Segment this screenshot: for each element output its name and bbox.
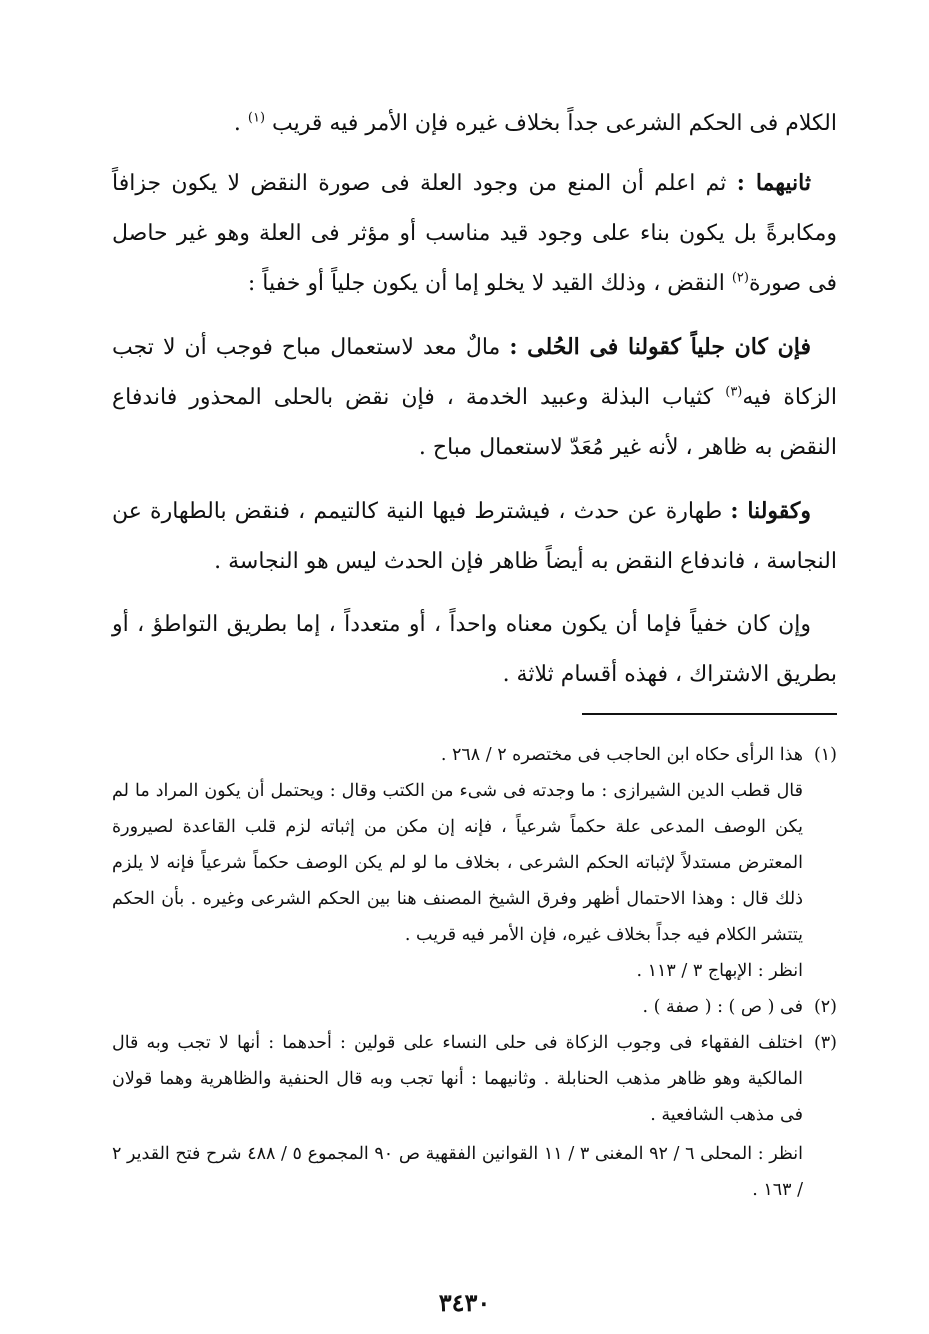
footnote-1 [112, 737, 837, 989]
footnote-1-body [112, 737, 803, 989]
page-number: ٣٤٣٠ [438, 1288, 491, 1317]
paragraph-2-text-b: النقض ، وذلك القيد لا يخلو إما أن يكون جلياً أو خفياً : [247, 271, 732, 296]
paragraph-1-text: الكلام فى الحكم الشرعى جداً بخلاف غيره فإن الأمر فيه قريب [272, 111, 837, 136]
footnote-ref-2[interactable]: (٢) [731, 270, 749, 286]
footnote-ref-3[interactable]: (٣) [725, 384, 743, 400]
paragraph-3-lead: فإن كان جلياً كقولنا فى الحُلى : [509, 334, 811, 360]
paragraph-3 [112, 322, 837, 473]
footnote-3-body [112, 1025, 803, 1208]
footnote-2-line: فى ( ص ) : ( صفة ) . [642, 997, 803, 1017]
footnote-2-body [112, 989, 803, 1025]
paragraph-2-text-a: ثم اعلم أن المنع من وجود العلة فى صورة النقض لا يكون جزافاً ومكابرةً بل يكون بناء على وجود قيد مناسب أو مؤثر فى العلة وهو غير حاصل فى صورة [112, 171, 837, 296]
paragraph-3-text-a: مالٌ معد لاستعمال مباح فوجب أن لا تجب الزكاة فيه [112, 335, 837, 410]
footnote-2 [112, 989, 837, 1025]
footnote-3 [112, 1025, 837, 1208]
footnote-1-number: (١) [813, 745, 837, 765]
paragraph-4-lead: وكقولنا : [730, 498, 811, 524]
footnote-ref-1[interactable]: (١) [247, 110, 266, 126]
paragraph-1-end: . [233, 111, 248, 136]
page-content [112, 96, 837, 1208]
paragraph-4-text: طهارة عن حدث ، فيشترط فيها النية كالتيمم ، فنقض بالطهارة عن النجاسة ، فاندفاع النقض به أيضاً ظاهر فإن الحدث ليس هو النجاسة . [112, 499, 837, 574]
footnote-1-line-b: قال قطب الدين الشيرازى : ما وجدته فى شىء من الكتب وقال : ويحتمل أن يكون المراد ما لم يكن الوصف المدعى علة حكماً شرعياً ، فإنه إن مكن من إثباته لزم قلب القاعدة لصيرورة المعترض مستدلاً لإثباته الحكم الشرعى ، بخلاف ما لو لم يكن الوصف حكماً شرعياً فإنه لا يلزم ذلك قال : وهذا الاحتمال أظهر وفرق الشيخ المصنف هنا بين الحكم الشرعى وغيره . بأن الحكم يتتشر الكلام فيه جداً بخلاف غيره، فإن الأمر فيه قريب . [112, 781, 803, 945]
footnote-2-number: (٢) [813, 997, 837, 1017]
paragraph-5: وإن كان خفياً فإما أن يكون معناه واحداً ، أو متعدداً ، إما بطريق التواطؤ ، أو بطريق الاشتراك ، فهذه أقسام ثلاثة . [112, 612, 837, 687]
footnote-1-line-a: هذا الرأى حكاه ابن الحاجب فى مختصره ٢ / ٢٦٨ . [440, 745, 803, 765]
footnotes [112, 737, 837, 1208]
footnote-3-number: (٣) [813, 1033, 837, 1053]
paragraph-1 [112, 96, 837, 152]
paragraph-3-text-b: كثياب البذلة وعبيد الخدمة ، فإن نقض بالحلى المحذور فاندفاع النقض به ظاهر ، لأنه غير مُعَدّ لاستعمال مباح . [112, 385, 837, 460]
footnote-separator [582, 713, 837, 715]
paragraph-2-lead: ثانيهما : [736, 170, 811, 196]
footnote-3-line-b: انظر : المحلى ٦ / ٩٢ المغنى ٣ / ١١ القوانين الفقهية ص ٩٠ المجموع ٥ / ٤٨٨ شرح فتح القدير ٢ / ١٦٣ . [112, 1144, 803, 1200]
paragraph-2 [112, 158, 837, 309]
main-text [112, 96, 837, 700]
footnote-1-line-c: انظر : الإبهاج ٣ / ١١٣ . [636, 961, 803, 981]
paragraph-4 [112, 486, 837, 587]
footnote-3-line-a: اختلف الفقهاء فى وجوب الزكاة فى حلى النساء على قولين : أحدهما : أنها لا تجب وبه قال المالكية وهو ظاهر مذهب الحنابلة . وثانيهما : أنها تجب وبه قال الحنفية والظاهرية وهما قولان فى مذهب الشافعية . [112, 1033, 803, 1125]
